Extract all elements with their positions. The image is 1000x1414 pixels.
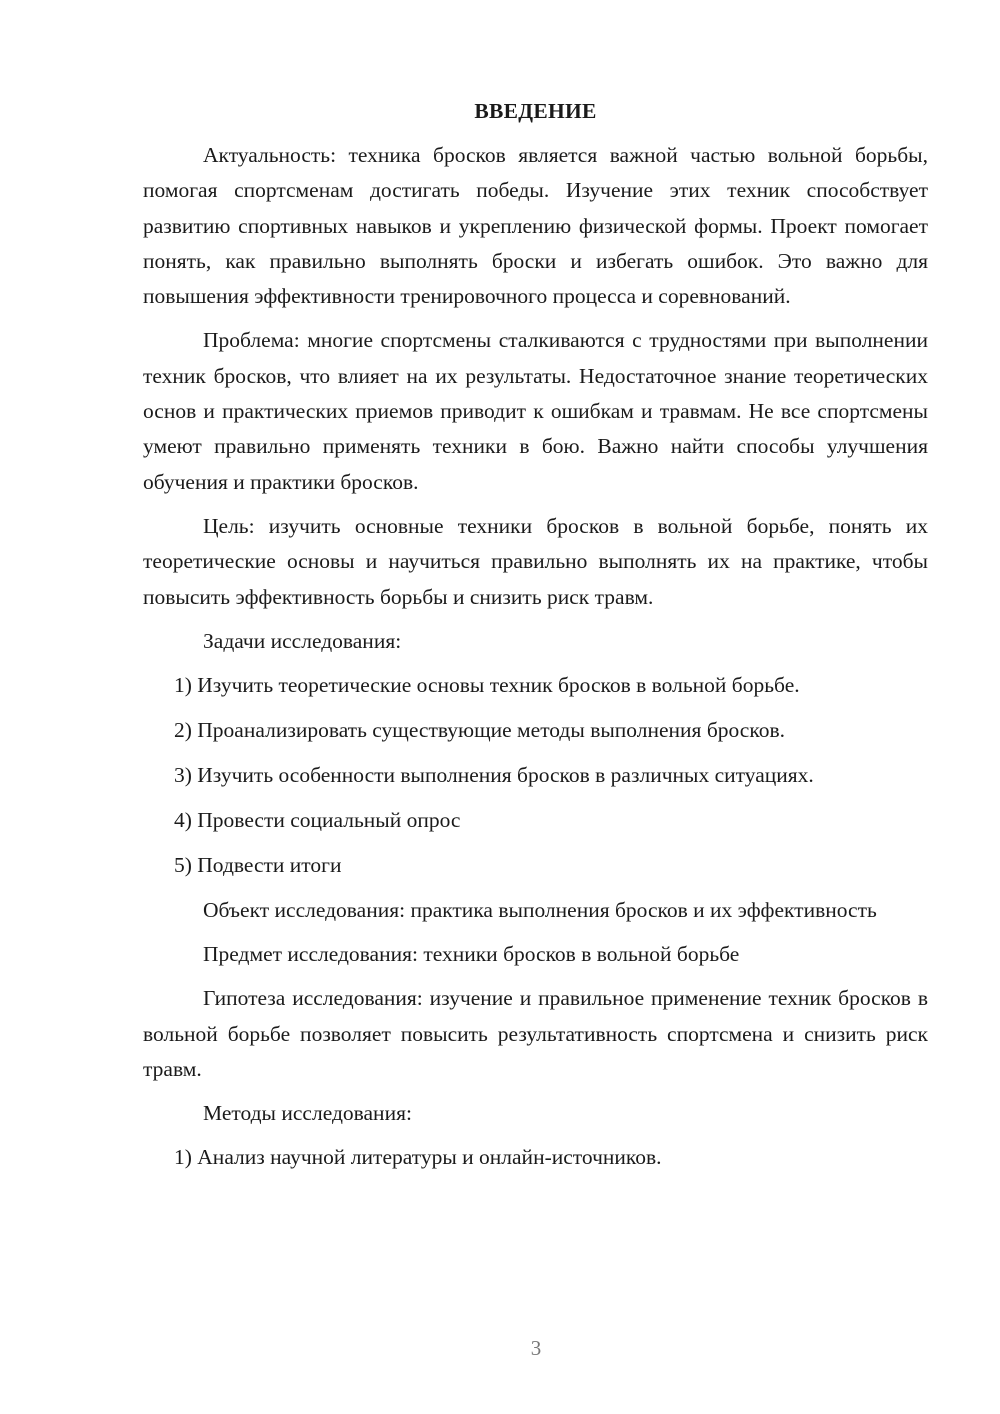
methods-list bbox=[143, 1140, 928, 1175]
task-item: 4) Провести социальный опрос bbox=[174, 807, 461, 832]
methods-label: Методы исследования: bbox=[203, 1101, 412, 1126]
hypothesis-paragraph: Гипотеза исследования: изучение и правильное применение техник бросков в вольной борьбе позволяет повысить результативность спортсмена и снизить риск травм. bbox=[143, 986, 928, 1081]
task-item: 3) Изучить особенности выполнения бросков в различных ситуациях. bbox=[174, 762, 814, 787]
tasks-list bbox=[143, 668, 928, 883]
document-page bbox=[143, 92, 928, 1185]
relevance-paragraph: Актуальность: техника бросков является важной частью вольной борьбы, помогая спортсменам достигать победы. Изучение этих техник способствует развитию спортивных навыков и укреплению физической формы. Проект помогает понять, как правильно выполнять броски и избегать ошибок. Это важно для повышения эффективности тренировочного процесса и соревнований. bbox=[143, 143, 928, 309]
task-item: 1) Изучить теоретические основы техник бросков в вольной борьбе. bbox=[174, 673, 800, 698]
method-item: 1) Анализ научной литературы и онлайн-источников. bbox=[174, 1145, 662, 1170]
page-title: ВВЕДЕНИЕ bbox=[474, 99, 597, 123]
task-item: 5) Подвести итоги bbox=[174, 852, 342, 877]
problem-paragraph: Проблема: многие спортсмены сталкиваются с трудностями при выполнении техник бросков, что влияет на их результаты. Недостаточное знание теоретических основ и практических приемов приводит к ошибкам и травмам. Не все спортсмены умеют правильно применять техники в бою. Важно найти способы улучшения обучения и практики бросков. bbox=[143, 328, 928, 494]
research-object-paragraph: Объект исследования: практика выполнения бросков и их эффективность bbox=[203, 897, 877, 922]
tasks-label: Задачи исследования: bbox=[203, 628, 402, 653]
page-number: 3 bbox=[530, 1336, 542, 1360]
goal-paragraph: Цель: изучить основные техники бросков в вольной борьбе, понять их теоретические основы и научиться правильно выполнять их на практике, чтобы повысить эффективность борьбы и снизить риск травм. bbox=[143, 513, 928, 609]
research-subject-paragraph: Предмет исследования: техники бросков в вольной борьбе bbox=[203, 941, 740, 966]
task-item: 2) Проанализировать существующие методы выполнения бросков. bbox=[174, 718, 785, 743]
